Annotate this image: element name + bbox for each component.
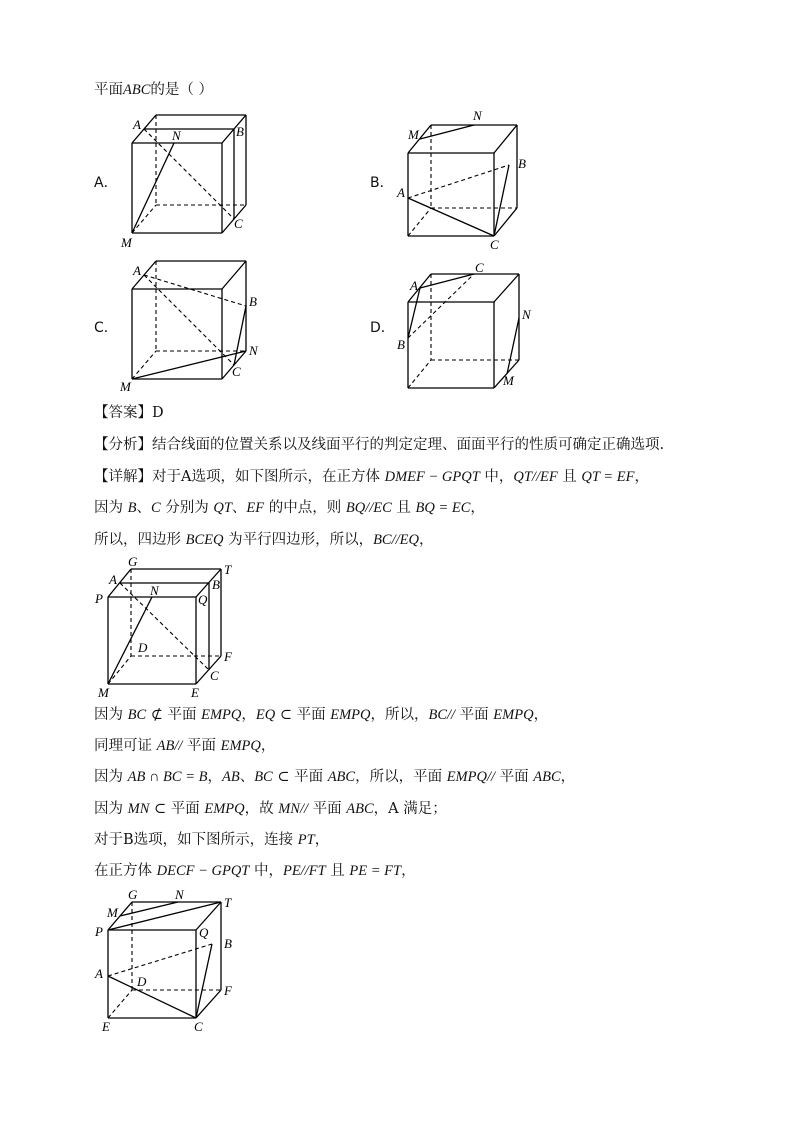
text: ，所以， <box>370 707 429 723</box>
text: ，故 <box>244 801 279 817</box>
math: QT <box>213 500 232 516</box>
question-suffix: 的是（ ） <box>150 82 213 98</box>
math: PE//FT <box>282 863 326 879</box>
fig-b-label-m: M <box>408 127 419 142</box>
fig-d-label-n: N <box>522 307 531 322</box>
fig-b-label-c: C <box>490 237 499 252</box>
text: ， <box>470 500 485 516</box>
math: MN// <box>278 801 309 817</box>
text: ⊂ 平面 <box>275 707 331 723</box>
fig-d-label-c: C <box>475 260 484 275</box>
fig2-label-p: P <box>95 924 103 939</box>
text: ， <box>401 863 416 879</box>
math: MN <box>127 801 150 817</box>
text: ， <box>533 707 549 723</box>
text: 中， <box>249 863 283 879</box>
math: AB <box>221 769 240 785</box>
analysis-tag: 【分析】 <box>94 437 152 453</box>
fig1-label-b: B <box>212 577 220 592</box>
text: ⊄ 平面 <box>146 707 202 723</box>
text: 因为 <box>94 801 128 817</box>
text: ， <box>419 532 434 548</box>
math: ABC <box>533 769 561 785</box>
math: ABC <box>346 801 374 817</box>
math: EMPQ <box>330 707 371 723</box>
text: ⊂ 平面 <box>149 801 205 817</box>
math: BC <box>254 769 273 785</box>
fig1-label-p: P <box>95 591 103 606</box>
text: 的中点，则 <box>264 500 346 516</box>
math: EMPQ <box>493 707 534 723</box>
fig2-label-e: E <box>102 1019 110 1034</box>
text: ， <box>260 738 276 754</box>
text: 平面 <box>495 769 534 785</box>
math: ABC <box>327 769 356 785</box>
fig-c-label-a: A <box>133 263 141 278</box>
text: 对于A选项，如下图所示，在正方体 <box>152 469 385 485</box>
fig1-label-m: M <box>98 685 109 700</box>
math: BQ = EC <box>415 500 471 516</box>
option-b-label: B． <box>370 175 394 191</box>
fig-b-label-n: N <box>473 108 482 123</box>
text: 为平行四边形，所以， <box>223 532 374 548</box>
fig-a-label-m: M <box>121 235 132 250</box>
fig-a-label-a: A <box>133 117 141 132</box>
text: 平面 <box>182 738 221 754</box>
fig-c-label-c: C <box>232 364 241 379</box>
fig1-label-f: F <box>224 649 232 664</box>
fig2-label-f: F <box>224 983 232 998</box>
math: B <box>127 500 137 516</box>
math: EF <box>246 500 265 516</box>
math: DMEF − GPQT <box>384 469 480 485</box>
question-plane: ABC <box>123 82 151 98</box>
math: QT = EF <box>581 469 635 485</box>
text: ， <box>634 469 649 485</box>
fig-a-label-b: B <box>236 124 244 139</box>
fig-c-label-b: B <box>249 294 257 309</box>
text: 、 <box>239 769 255 785</box>
option-d-label: D． <box>370 320 395 336</box>
math: AB ∩ BC = B <box>127 769 208 785</box>
text: 中， <box>479 469 514 485</box>
text: ， <box>560 769 576 785</box>
text: 同理可证 <box>94 738 157 754</box>
text: 且 <box>325 863 350 879</box>
math: EMPQ <box>201 707 242 723</box>
fig1-label-e: E <box>191 685 199 700</box>
fig1-label-g: G <box>128 554 138 569</box>
text: ， <box>314 832 330 848</box>
fig2-label-g: G <box>128 887 138 902</box>
math: EMPQ <box>220 738 261 754</box>
text: 且 <box>557 469 582 485</box>
text: 平面 <box>308 801 347 817</box>
fig-b-label-a: A <box>397 185 405 200</box>
fig2-label-q: Q <box>199 925 209 940</box>
text: 所以，四边形 <box>94 532 186 548</box>
answer-text: D <box>152 405 164 421</box>
text: 因为 <box>94 769 128 785</box>
math: EMPQ// <box>446 769 496 785</box>
text: 且 <box>391 500 416 516</box>
fig2-label-m: M <box>107 905 118 920</box>
fig-a-label-c: C <box>234 216 243 231</box>
fig-d-label-a: A <box>410 278 418 293</box>
fig1-label-c: C <box>210 668 219 683</box>
math: BQ//EC <box>345 500 392 516</box>
math: DECF − GPQT <box>156 863 250 879</box>
fig2-label-b: B <box>224 936 232 951</box>
math: PT <box>297 832 315 848</box>
fig2-label-a: A <box>95 966 103 981</box>
option-a-label: A． <box>94 175 118 191</box>
question-prefix: 平面 <box>94 82 123 98</box>
text: 、 <box>136 500 151 516</box>
text: 平面 <box>455 707 494 723</box>
answer-tag: 【答案】 <box>94 405 152 421</box>
text: 分别为 <box>160 500 214 516</box>
text: ，A 满足； <box>373 801 447 817</box>
text: ， <box>241 707 256 723</box>
math: PE = FT <box>349 863 402 879</box>
option-c-label: C． <box>94 320 118 336</box>
math: C <box>150 500 161 516</box>
text: 在正方体 <box>94 863 157 879</box>
analysis-text: 结合线面的位置关系以及线面平行的判定定理、面面平行的性质可确定正确选项. <box>152 437 665 453</box>
fig-d-label-b: B <box>397 337 405 352</box>
fig2-label-d: D <box>137 974 147 989</box>
fig-a-label-n: N <box>172 128 181 143</box>
fig1-label-n: N <box>150 583 159 598</box>
text: 对于B选项，如下图所示，连接 <box>94 832 298 848</box>
fig2-label-n: N <box>175 887 184 902</box>
fig-b-label-b: B <box>518 156 526 171</box>
fig-c-label-m: M <box>120 379 131 394</box>
detail-tag: 【详解】 <box>94 469 152 485</box>
math: BCEQ <box>185 532 224 548</box>
fig1-label-d: D <box>138 640 148 655</box>
math: QT//EF <box>513 469 558 485</box>
math: BC// <box>428 707 456 723</box>
text: 因为 <box>94 707 128 723</box>
text: ， <box>207 769 222 785</box>
math: EQ <box>255 707 276 723</box>
math: AB// <box>156 738 183 754</box>
math: EMPQ <box>204 801 245 817</box>
fig1-label-a: A <box>109 572 117 587</box>
fig1-label-t: T <box>224 562 232 577</box>
text: ，所以，平面 <box>355 769 447 785</box>
fig1-label-q: Q <box>198 592 208 607</box>
fig2-label-t: T <box>224 895 232 910</box>
fig-c-label-n: N <box>249 343 258 358</box>
text: 、 <box>231 500 247 516</box>
text: ⊂ 平面 <box>272 769 328 785</box>
fig2-label-c: C <box>194 1019 203 1034</box>
text: 因为 <box>94 500 128 516</box>
fig-d-label-m: M <box>503 373 514 388</box>
math: BC//EQ <box>373 532 419 548</box>
math: BC <box>127 707 147 723</box>
